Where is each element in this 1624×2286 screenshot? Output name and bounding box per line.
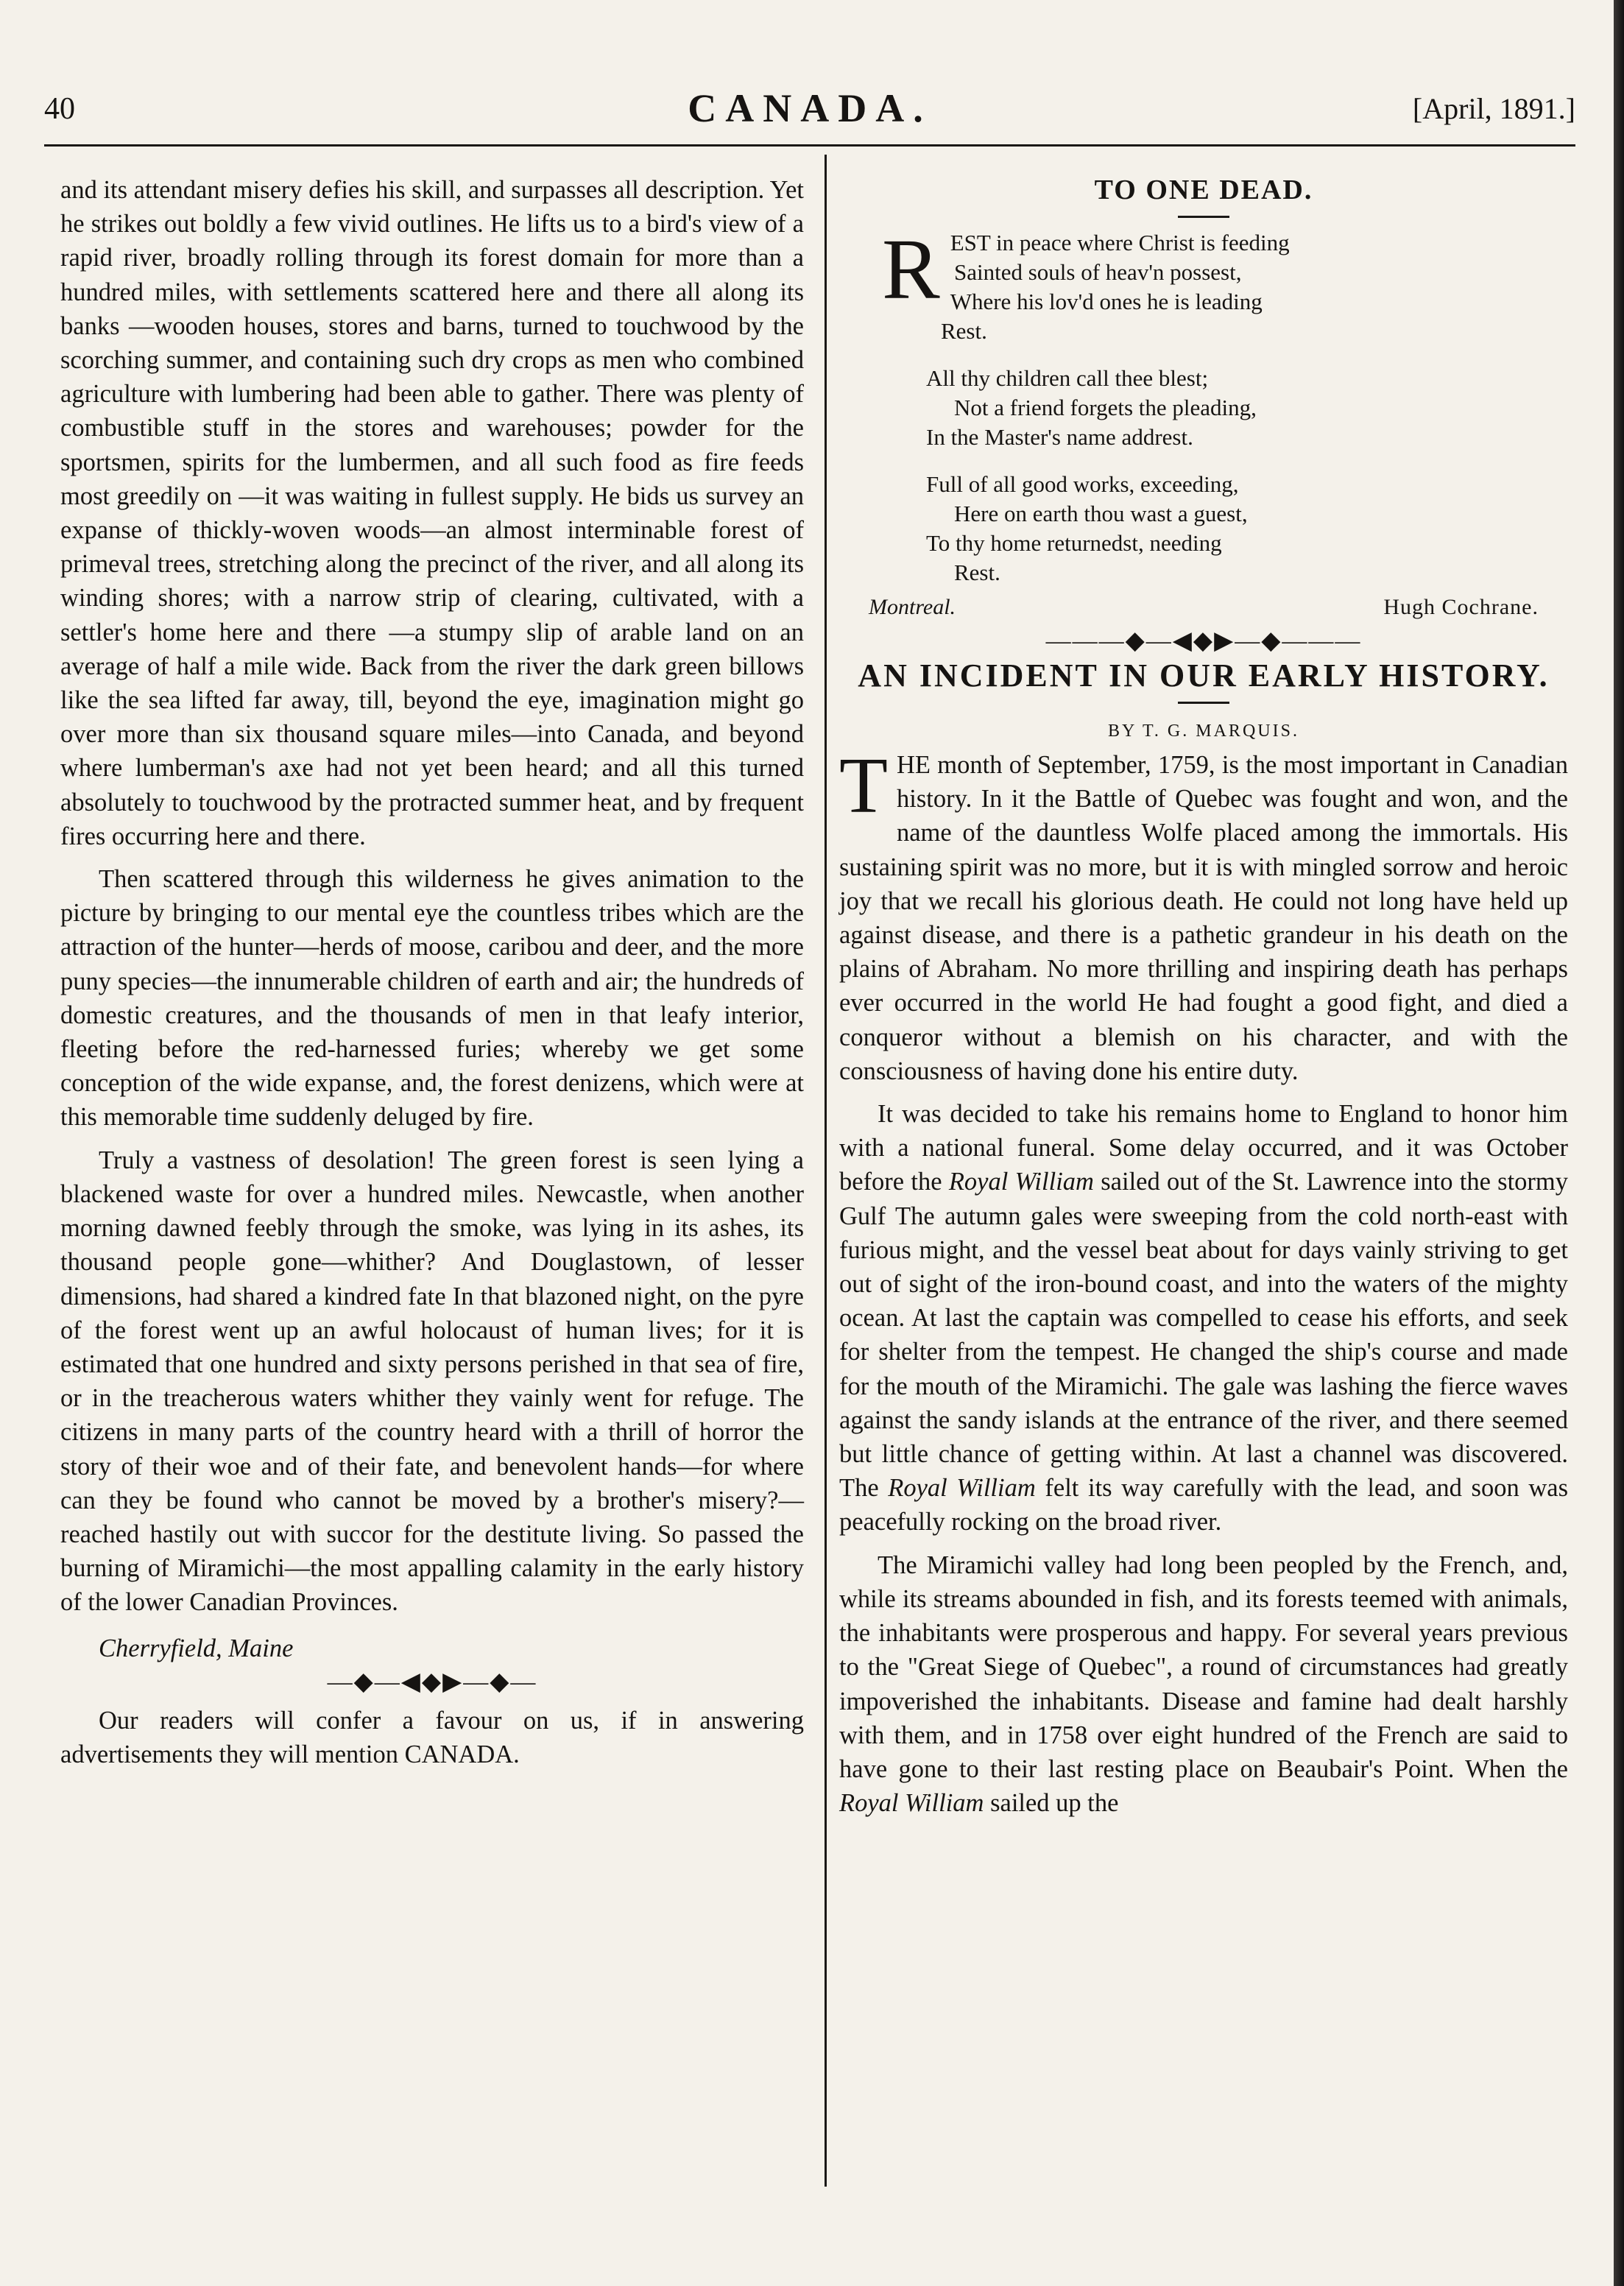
article-drop-cap: T: [839, 742, 888, 830]
page-number: 40: [44, 92, 75, 126]
poem-line: EST in peace where Christ is feeding: [950, 230, 1290, 256]
paragraph: The Miramichi valley had long been peopled by the French, and, while its streams abounded in fish, and its forests teemed with animals, the inhabitants were prosperous and happy. For several years previous to the "Great Siege of Quebec", a round of circumstances had greatly impoverished the inhabitants. Disease and famine had dealt harshly with them, and in 1758 over eight hundred of the French are said to have gone to their last resting place on Beaubair's Point. When the Royal William sailed up the: [839, 1551, 1568, 1818]
poem-body: [839, 221, 1568, 588]
poem-line: Rest.: [941, 318, 987, 345]
ship-name: Royal William: [948, 1168, 1094, 1196]
article-byline: BY T. G. MARQUIS.: [1108, 721, 1299, 741]
article-signature: Cherryfield, Maine: [99, 1634, 294, 1662]
left-column: [60, 173, 804, 1771]
readers-notice: Our readers will confer a favour on us, if in answering advertisements they will mention CANADA.: [60, 1706, 804, 1769]
poem-line: To thy home returnedst, needing: [926, 530, 1222, 557]
paragraph: Then scattered through this wilderness he gives animation to the picture by bringing to our mental eye the countless tribes which are the attraction of the hunter—herds of moose, caribou and deer, and the more puny species—the innumerable children of earth and air; the hundreds of domestic creatures, and the thousands of men in that leafy interior, fleeting before the red-harnessed furies; whereby we get some conception of the wide expanse, and, the forest denizens, which were at this memorable time suddenly deluged by fire.: [60, 865, 804, 1132]
ship-name: Royal William: [888, 1474, 1036, 1503]
right-column: [839, 173, 1568, 1820]
poem-line: Where his lov'd ones he is leading: [950, 289, 1263, 315]
title-rule: [1178, 702, 1229, 704]
paragraph: Truly a vastness of desolation! The green forest is seen lying a blackened waste for over a hundred miles. Newcastle, when another morning dawned feebly through the smoke, was lying in its ashes, its thousand people gone—whither? And Douglastown, of lesser dimensions, had shared a kindred fate In that blazoned night, on the pyre of the forest went up an awful holocaust of human lives; for it is estimated that one hundred and sixty persons perished in that sea of fire, or in the treacherous waters whither they vainly went for refuge. The citizens in many parts of the country heard with a thrill of horror the story of their woe and of their fate, and benevolent hands—for where can they be found who cannot be moved by a brother's misery?—reached hastily out with succor for the destitute living. So passed the burning of Miramichi—the most appalling calamity in the early history of the lower Canadian Provinces.: [60, 1146, 804, 1617]
issue-date: [April, 1891.]: [1412, 92, 1575, 125]
paragraph: It was decided to take his remains home to England to honor him with a national funeral. Some delay occurred, and it was October before the Royal William sailed out of the St. Lawrence into the stormy Gulf The autumn gales were sweeping from the cold north-east with furious might, and the vessel beat about for days vainly striving to get out of sight of the iron-bound coast, and into the waters of the mighty ocean. At last the captain was compelled to cease his efforts, and seek for shelter from the tempest. He changed the ship's course and made for the mouth of the Miramichi. The gale was lashing the fierce waves against the sandy islands at the entrance of the river, and there seemed but little chance of getting within. At last a channel was discovered. The Royal William felt its way carefully with the lead, and soon was peacefully rocking on the broad river.: [839, 1100, 1569, 1537]
poem-drop-cap: R: [882, 221, 940, 318]
masthead: CANADA.: [688, 86, 932, 130]
ornament-divider: ———◆—◀◆▶—◆———: [1045, 627, 1362, 655]
poem-line: Rest.: [954, 560, 1000, 586]
poem-line: Full of all good works, exceeding,: [926, 471, 1239, 498]
poem-line: Here on earth thou wast a guest,: [954, 501, 1248, 527]
poem-place: Montreal.: [869, 595, 956, 620]
poem-byline: [839, 590, 1568, 624]
article-title: AN INCIDENT IN OUR EARLY HISTORY.: [858, 657, 1550, 694]
paragraph: and its attendant misery defies his skill, and surpasses all description. Yet he strikes out boldly a few vivid outlines. He lifts us to a bird's view of a rapid river, broadly rolling through its forest domain for more than a hundred miles, with settlements scattered here and there all along its banks —wooden houses, stores and barns, turned to touchwood by the scorching summer, and containing such dry crops as men who combined agriculture with lumbering had been able to gather. There was plenty of combustible stuff in the stores and warehouses; powder for the sportsmen, spirits for the lumbermen, and all such food as fire feeds most greedily on —it was waiting in fullest supply. He bids us survey an expanse of thickly-woven woods—an almost interminable forest of primeval trees, stretching along the precinct of the river, and all along its winding shores; with a narrow strip of clearing, cultivated, with a settler's home here and there —a stumpy slip of arable land on an average of half a mile wide. Back from the river the dark green billows like the sea lifted far away, till, beyond the eye, imagination might go over more than six thousand square miles—into Canada, and beyond where lumberman's axe had not yet been heard; and all this turned absolutely to touchwood by the protracted summer heat, and by frequent fires occurring here and there.: [60, 176, 804, 850]
poem-line: Not a friend forgets the pleading,: [954, 395, 1257, 421]
column-rule: [825, 155, 827, 2187]
poem-line: In the Master's name addrest.: [926, 424, 1193, 451]
header-rule: [44, 144, 1575, 147]
ship-name: Royal William: [839, 1789, 984, 1818]
poem-author: Hugh Cochrane.: [1383, 595, 1539, 620]
poem-title: TO ONE DEAD.: [1094, 174, 1313, 205]
page-header: [44, 85, 1575, 137]
poem-line: All thy children call thee blest;: [926, 365, 1209, 392]
poem-line: Sainted souls of heav'n possest,: [954, 259, 1242, 286]
title-rule: [1178, 216, 1229, 218]
page-edge-shadow: [1614, 0, 1624, 2286]
ornament-divider: —◆—◀◆▶—◆—: [327, 1668, 537, 1696]
paragraph: THE month of September, 1759, is the most important in Canadian history. In it the Battle of Quebec was fought and won, and the name of the dauntless Wolfe placed among the immortals. His sustaining spirit was no more, but it is with mingled sorrow and heroic joy that we recall his glorious death. He could not long have held up against disease, and there is a pathetic grandeur in his death on the plains of Abraham. No more thrilling and inspiring death has perhaps ever occurred in the world He had fought a good fight, and died a conqueror without a blemish on his character, and with the consciousness of having done his entire duty.: [839, 742, 1568, 1085]
